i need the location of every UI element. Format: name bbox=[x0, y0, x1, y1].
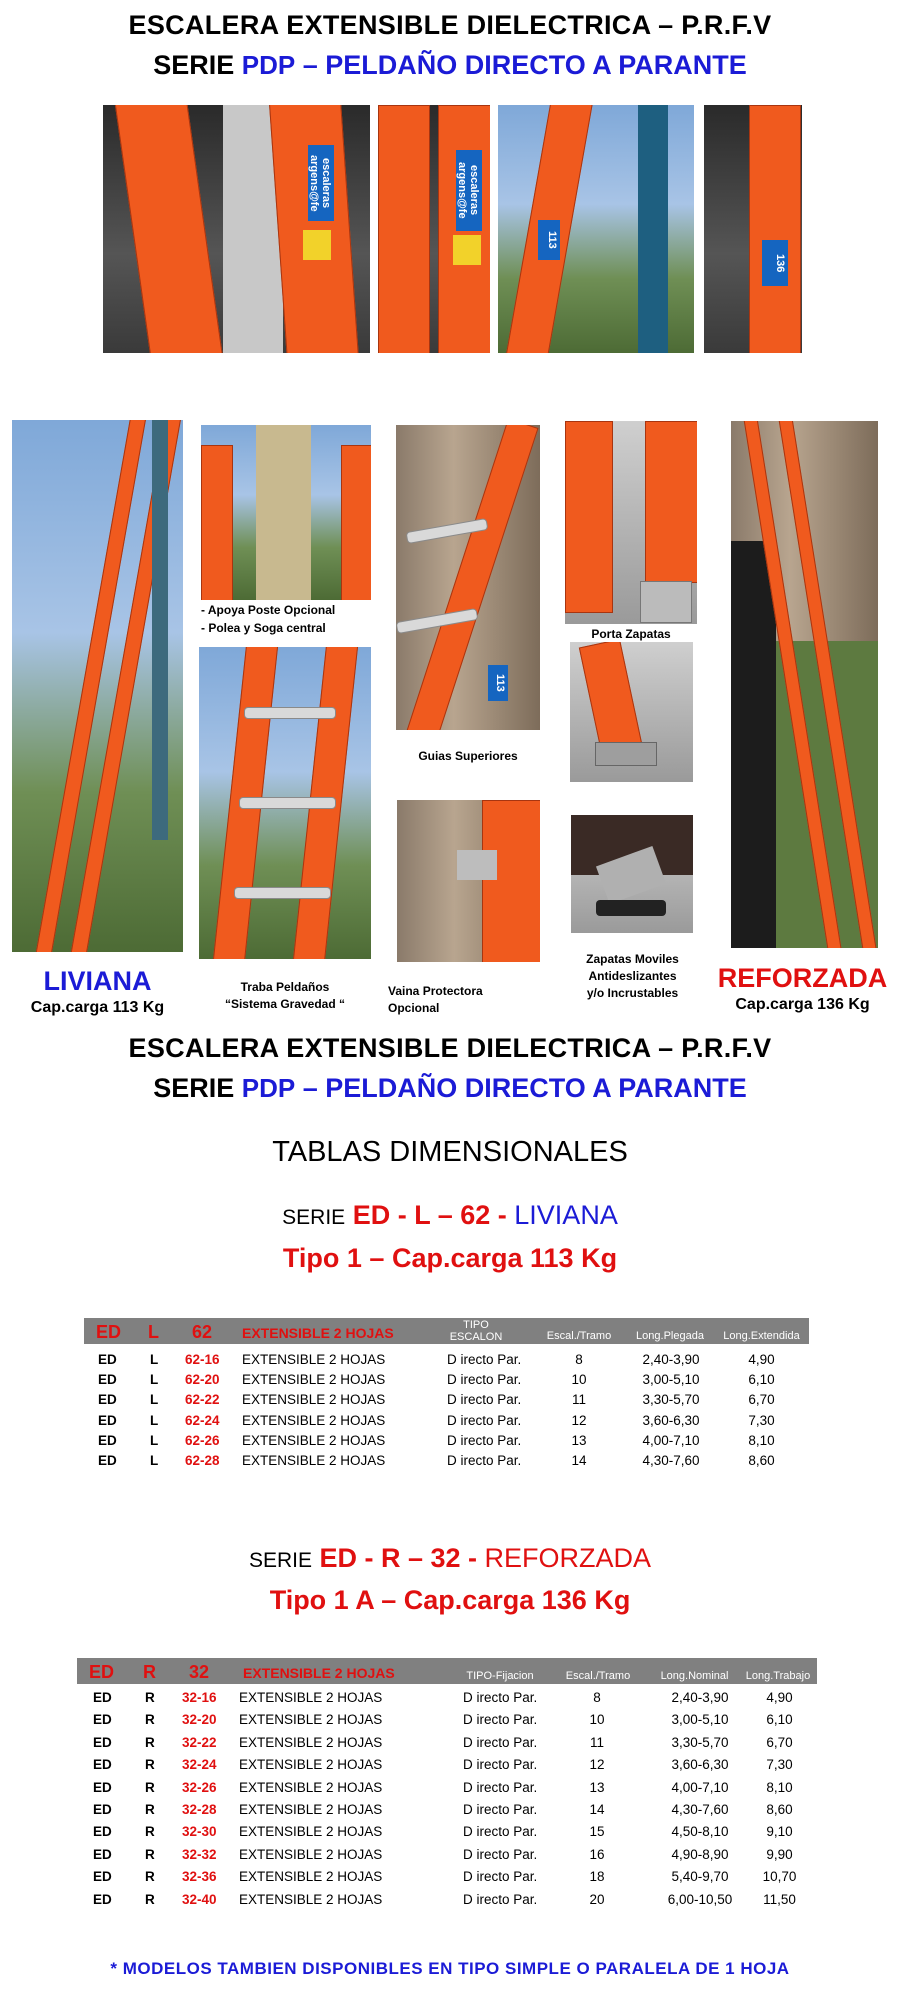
cell-tipo-letra: R bbox=[145, 1779, 155, 1795]
cell-long-nominal: 4,50-8,10 bbox=[671, 1824, 729, 1840]
cell-serie: ED bbox=[93, 1712, 112, 1728]
caption-vaina-1: Vaina Protectora bbox=[388, 984, 483, 998]
cell-descripcion: EXTENSIBLE 2 HOJAS bbox=[239, 1712, 383, 1728]
table-row bbox=[77, 1778, 817, 1798]
cell-tipo-letra: R bbox=[145, 1690, 155, 1705]
table-row bbox=[77, 1688, 817, 1708]
serie-r-name: REFORZADA bbox=[484, 1543, 652, 1573]
th-l-l: L bbox=[148, 1322, 159, 1342]
cell-escal-tramo: 10 bbox=[589, 1712, 605, 1728]
cell-modelo: 62-28 bbox=[185, 1453, 220, 1468]
cell-long-trabajo: 9,90 bbox=[766, 1846, 793, 1862]
serie-prefix-2: SERIE bbox=[153, 1073, 235, 1103]
th-l-tipo: TIPO bbox=[463, 1319, 489, 1331]
caption-traba-1: Traba Peldaños bbox=[240, 980, 330, 994]
cell-long-trabajo: 4,90 bbox=[766, 1690, 793, 1705]
cell-long-plegada: 3,60-6,30 bbox=[642, 1412, 700, 1428]
cell-long-trabajo: 7,30 bbox=[766, 1757, 793, 1773]
th-l-ed: ED bbox=[96, 1322, 122, 1342]
cell-long-trabajo: 9,10 bbox=[766, 1824, 793, 1840]
cell-modelo: 62-26 bbox=[185, 1432, 220, 1448]
photo-liviana-ladder bbox=[12, 420, 183, 952]
cell-serie: ED bbox=[93, 1802, 112, 1817]
table-row bbox=[77, 1800, 817, 1820]
th-r-ed: ED bbox=[89, 1662, 115, 1682]
cell-escal-tramo: 13 bbox=[571, 1432, 587, 1448]
cell-escalon: D irecto Par. bbox=[447, 1453, 522, 1468]
section-subtitle bbox=[0, 1073, 900, 1104]
cell-serie: ED bbox=[98, 1372, 117, 1388]
th-l-long-plegada: Long.Plegada bbox=[636, 1330, 704, 1342]
section-title: ESCALERA EXTENSIBLE DIELECTRICA – P.R.F.V bbox=[128, 1033, 772, 1063]
cell-serie: ED bbox=[98, 1412, 117, 1428]
page-title: ESCALERA EXTENSIBLE DIELECTRICA – P.R.F.V bbox=[128, 10, 772, 40]
cell-serie: ED bbox=[93, 1779, 112, 1795]
load-sticker-113: 113 bbox=[538, 220, 560, 260]
serie-l-name: LIVIANA bbox=[514, 1200, 618, 1230]
cell-tipo-letra: L bbox=[150, 1432, 159, 1448]
cell-descripcion: EXTENSIBLE 2 HOJAS bbox=[239, 1891, 383, 1907]
cell-long-extendida: 6,70 bbox=[748, 1392, 775, 1408]
table-row bbox=[77, 1822, 817, 1842]
th-r-r: R bbox=[143, 1662, 156, 1682]
cell-serie: ED bbox=[93, 1891, 112, 1907]
cell-modelo: 32-28 bbox=[182, 1802, 217, 1817]
serie-description-2: – PELDAÑO DIRECTO A PARANTE bbox=[302, 1073, 747, 1103]
cell-tipo-letra: R bbox=[145, 1891, 155, 1907]
photo-apoya-poste bbox=[201, 425, 371, 600]
cell-fijacion: D irecto Par. bbox=[463, 1712, 538, 1728]
cell-tipo-letra: L bbox=[150, 1412, 159, 1428]
cell-tipo-letra: R bbox=[145, 1757, 155, 1773]
cell-serie: ED bbox=[98, 1453, 117, 1468]
cell-escalon: D irecto Par. bbox=[447, 1412, 522, 1428]
serie-l-tipo: Tipo 1 – Cap.carga 113 Kg bbox=[282, 1243, 618, 1273]
cell-long-trabajo: 8,10 bbox=[766, 1779, 793, 1795]
th-r-long-trabajo: Long.Trabajo bbox=[745, 1670, 811, 1682]
cell-fijacion: D irecto Par. bbox=[463, 1802, 538, 1817]
photo-ladder-side bbox=[704, 105, 802, 353]
cell-fijacion: D irecto Par. bbox=[463, 1891, 538, 1907]
cell-escal-tramo: 8 bbox=[575, 1352, 583, 1367]
table-row bbox=[77, 1867, 817, 1887]
cell-tipo-letra: R bbox=[145, 1734, 155, 1750]
cell-serie: ED bbox=[93, 1824, 112, 1840]
serie-r-heading bbox=[0, 1543, 900, 1574]
cell-tipo-letra: R bbox=[145, 1869, 155, 1885]
cell-tipo-letra: R bbox=[145, 1846, 155, 1862]
dark-pole bbox=[731, 541, 776, 948]
wooden-pole bbox=[256, 425, 311, 600]
th-r-long-nominal: Long.Nominal bbox=[660, 1670, 729, 1682]
cell-modelo: 32-30 bbox=[182, 1824, 217, 1840]
photo-ladder-closeup-1 bbox=[103, 105, 370, 353]
caption-porta-zapatas: Porta Zapatas bbox=[591, 627, 671, 641]
th-r-extensible: EXTENSIBLE 2 HOJAS bbox=[243, 1665, 395, 1681]
cell-descripcion: EXTENSIBLE 2 HOJAS bbox=[242, 1453, 386, 1468]
cell-descripcion: EXTENSIBLE 2 HOJAS bbox=[242, 1352, 386, 1367]
th-r-tipo-fijacion: TIPO-Fijacion bbox=[466, 1670, 534, 1682]
cell-tipo-letra: R bbox=[145, 1712, 155, 1728]
serie-l-prefix: SERIE bbox=[282, 1206, 346, 1229]
cell-escal-tramo: 16 bbox=[589, 1846, 605, 1862]
th-r-escal-tramo: Escal./Tramo bbox=[565, 1670, 631, 1682]
load-sticker-113-b: 113 bbox=[488, 665, 508, 701]
cell-long-plegada: 3,00-5,10 bbox=[642, 1372, 700, 1388]
serie-l-heading bbox=[0, 1200, 900, 1231]
tablas-title: TABLAS DIMENSIONALES bbox=[272, 1136, 628, 1168]
cell-long-nominal: 4,00-7,10 bbox=[671, 1779, 729, 1795]
cell-tipo-letra: R bbox=[145, 1802, 155, 1817]
cell-descripcion: EXTENSIBLE 2 HOJAS bbox=[242, 1372, 386, 1388]
photo-guias-superiores bbox=[396, 425, 540, 730]
table-row bbox=[84, 1370, 824, 1390]
cell-escal-tramo: 12 bbox=[589, 1757, 605, 1773]
cell-modelo: 32-24 bbox=[182, 1757, 217, 1773]
cell-long-extendida: 7,30 bbox=[748, 1412, 775, 1428]
cell-serie: ED bbox=[93, 1690, 112, 1705]
cell-descripcion: EXTENSIBLE 2 HOJAS bbox=[239, 1846, 383, 1862]
cell-escal-tramo: 12 bbox=[571, 1412, 587, 1428]
cell-serie: ED bbox=[93, 1846, 112, 1862]
cell-fijacion: D irecto Par. bbox=[463, 1690, 538, 1705]
cell-escal-tramo: 14 bbox=[571, 1453, 587, 1468]
cell-tipo-letra: L bbox=[150, 1392, 159, 1408]
cell-escal-tramo: 15 bbox=[589, 1824, 605, 1840]
photo-zapatas-moviles bbox=[571, 815, 693, 933]
cell-modelo: 62-24 bbox=[185, 1412, 220, 1428]
table-l-header bbox=[84, 1318, 809, 1344]
brand-sticker: escaleras argens@fe bbox=[308, 145, 334, 221]
cell-long-trabajo: 10,70 bbox=[762, 1869, 797, 1885]
cell-modelo: 32-22 bbox=[182, 1734, 217, 1750]
cell-descripcion: EXTENSIBLE 2 HOJAS bbox=[242, 1412, 386, 1428]
cell-descripcion: EXTENSIBLE 2 HOJAS bbox=[242, 1392, 386, 1408]
warning-label bbox=[303, 230, 331, 260]
table-row bbox=[77, 1890, 817, 1910]
th-l-escalon: ESCALON bbox=[449, 1331, 503, 1343]
page-subtitle bbox=[0, 50, 900, 81]
cell-descripcion: EXTENSIBLE 2 HOJAS bbox=[242, 1432, 386, 1448]
cell-modelo: 62-20 bbox=[185, 1372, 220, 1388]
table-row bbox=[84, 1431, 824, 1451]
th-l-escal-tramo: Escal./Tramo bbox=[546, 1330, 612, 1342]
cell-escal-tramo: 8 bbox=[593, 1690, 601, 1705]
cell-fijacion: D irecto Par. bbox=[463, 1779, 538, 1795]
serie-code: PDP bbox=[241, 50, 296, 80]
cell-long-extendida: 8,10 bbox=[748, 1432, 775, 1448]
cell-descripcion: EXTENSIBLE 2 HOJAS bbox=[239, 1757, 383, 1773]
cell-tipo-letra: L bbox=[150, 1372, 159, 1388]
cell-tipo-letra: L bbox=[150, 1453, 159, 1468]
rubber-foot bbox=[596, 900, 666, 916]
photo-reforzada-ladder bbox=[731, 421, 878, 948]
caption-vaina-2: Opcional bbox=[388, 1001, 440, 1015]
cell-long-nominal: 3,60-6,30 bbox=[671, 1757, 729, 1773]
cell-escal-tramo: 14 bbox=[589, 1802, 605, 1817]
load-sticker-136: 136 bbox=[762, 240, 788, 286]
cell-modelo: 62-22 bbox=[185, 1392, 220, 1408]
cell-fijacion: D irecto Par. bbox=[463, 1869, 538, 1885]
cell-escalon: D irecto Par. bbox=[447, 1372, 522, 1388]
table-r-header bbox=[77, 1658, 817, 1684]
table-row bbox=[77, 1733, 817, 1753]
cell-long-trabajo: 6,10 bbox=[766, 1712, 793, 1728]
cell-modelo: 32-32 bbox=[182, 1846, 217, 1862]
cell-long-nominal: 5,40-9,70 bbox=[671, 1869, 729, 1885]
cell-long-plegada: 3,30-5,70 bbox=[642, 1392, 700, 1408]
cell-descripcion: EXTENSIBLE 2 HOJAS bbox=[239, 1690, 383, 1705]
photo-traba-peldanos bbox=[199, 647, 371, 959]
zapata-shoe bbox=[595, 742, 657, 766]
cell-long-extendida: 4,90 bbox=[748, 1352, 775, 1367]
cell-escalon: D irecto Par. bbox=[447, 1392, 522, 1408]
cell-long-nominal: 3,00-5,10 bbox=[671, 1712, 729, 1728]
caption-traba-2: “Sistema Gravedad “ bbox=[224, 997, 346, 1011]
label-reforzada: REFORZADA bbox=[717, 963, 888, 993]
cell-serie: ED bbox=[98, 1352, 117, 1367]
cell-escalon: D irecto Par. bbox=[447, 1432, 522, 1448]
serie-description: – PELDAÑO DIRECTO A PARANTE bbox=[302, 50, 747, 80]
cell-long-trabajo: 8,60 bbox=[766, 1802, 793, 1817]
photo-zapata-rail bbox=[570, 642, 693, 782]
th-l-long-extendida: Long.Extendida bbox=[723, 1330, 800, 1342]
cell-descripcion: EXTENSIBLE 2 HOJAS bbox=[239, 1802, 383, 1817]
cell-long-nominal: 3,30-5,70 bbox=[671, 1734, 729, 1750]
cell-modelo: 62-16 bbox=[185, 1352, 220, 1367]
vaina-cover bbox=[457, 850, 497, 880]
cell-long-extendida: 8,60 bbox=[748, 1453, 775, 1468]
th-r-32: 32 bbox=[189, 1662, 210, 1682]
photo-porta-zapatas bbox=[565, 421, 697, 624]
serie-prefix: SERIE bbox=[153, 50, 235, 80]
table-row bbox=[77, 1845, 817, 1865]
cell-long-nominal: 2,40-3,90 bbox=[671, 1690, 729, 1705]
caption-polea-soga: - Polea y Soga central bbox=[201, 621, 326, 635]
caption-guias: Guias Superiores bbox=[418, 749, 518, 763]
cell-long-plegada: 2,40-3,90 bbox=[642, 1352, 700, 1367]
table-row bbox=[77, 1755, 817, 1775]
cell-long-trabajo: 6,70 bbox=[766, 1734, 793, 1750]
th-l-62: 62 bbox=[192, 1322, 213, 1342]
table-row bbox=[84, 1411, 824, 1431]
caption-zapatas-1: Zapatas Moviles bbox=[586, 952, 679, 966]
footer-note: * MODELOS TAMBIEN DISPONIBLES EN TIPO SIMPLE O PARALELA DE 1 HOJA bbox=[110, 1959, 790, 1978]
cell-escal-tramo: 18 bbox=[589, 1869, 605, 1885]
cell-long-extendida: 6,10 bbox=[748, 1372, 775, 1388]
table-row bbox=[77, 1710, 817, 1730]
th-l-extensible: EXTENSIBLE 2 HOJAS bbox=[242, 1325, 394, 1341]
cell-modelo: 32-26 bbox=[182, 1779, 217, 1795]
cell-fijacion: D irecto Par. bbox=[463, 1734, 538, 1750]
cell-fijacion: D irecto Par. bbox=[463, 1846, 538, 1862]
utility-pole bbox=[638, 105, 668, 353]
cell-descripcion: EXTENSIBLE 2 HOJAS bbox=[239, 1734, 383, 1750]
cell-serie: ED bbox=[93, 1869, 112, 1885]
cell-serie: ED bbox=[93, 1734, 112, 1750]
cell-modelo: 32-16 bbox=[182, 1690, 217, 1705]
zapata-bracket bbox=[640, 581, 692, 623]
photo-vaina-protectora bbox=[397, 800, 540, 962]
cell-descripcion: EXTENSIBLE 2 HOJAS bbox=[239, 1869, 383, 1885]
cell-escal-tramo: 13 bbox=[589, 1779, 605, 1795]
table-row bbox=[84, 1350, 824, 1370]
cell-fijacion: D irecto Par. bbox=[463, 1824, 538, 1840]
utility-pole bbox=[152, 420, 168, 840]
cell-long-nominal: 6,00-10,50 bbox=[667, 1891, 733, 1907]
cell-long-trabajo: 11,50 bbox=[763, 1891, 796, 1907]
table-row bbox=[84, 1451, 824, 1471]
cell-escalon: D irecto Par. bbox=[447, 1352, 522, 1367]
serie-r-code: ED - R – 32 - bbox=[319, 1543, 478, 1573]
caption-apoya-poste: - Apoya Poste Opcional bbox=[201, 603, 336, 617]
cell-tipo-letra: L bbox=[150, 1352, 159, 1367]
label-liviana-cap: Cap.carga 113 Kg bbox=[30, 999, 165, 1016]
serie-code-2: PDP bbox=[241, 1073, 296, 1103]
cell-escal-tramo: 20 bbox=[589, 1891, 605, 1907]
serie-l-code: ED - L – 62 - bbox=[352, 1200, 507, 1230]
table-row bbox=[84, 1390, 824, 1410]
cell-escal-tramo: 11 bbox=[571, 1392, 586, 1408]
serie-r-tipo: Tipo 1 A – Cap.carga 136 Kg bbox=[269, 1585, 631, 1615]
photo-ladder-closeup-2 bbox=[378, 105, 490, 353]
cell-serie: ED bbox=[98, 1432, 117, 1448]
cell-long-nominal: 4,90-8,90 bbox=[671, 1846, 729, 1862]
cell-modelo: 32-36 bbox=[182, 1869, 217, 1885]
cell-escal-tramo: 10 bbox=[571, 1372, 587, 1388]
cell-modelo: 32-40 bbox=[182, 1891, 217, 1907]
label-liviana: LIVIANA bbox=[43, 966, 152, 996]
cell-serie: ED bbox=[93, 1757, 112, 1773]
cell-fijacion: D irecto Par. bbox=[463, 1757, 538, 1773]
cell-descripcion: EXTENSIBLE 2 HOJAS bbox=[239, 1824, 383, 1840]
caption-zapatas-3: y/o Incrustables bbox=[586, 986, 679, 1000]
photo-ladder-pole bbox=[498, 105, 694, 353]
cell-modelo: 32-20 bbox=[182, 1712, 217, 1728]
cell-serie: ED bbox=[98, 1392, 117, 1408]
cell-long-plegada: 4,30-7,60 bbox=[642, 1453, 700, 1468]
cell-long-nominal: 4,30-7,60 bbox=[671, 1802, 729, 1817]
warning-label-2 bbox=[453, 235, 481, 265]
caption-zapatas-2: Antideslizantes bbox=[588, 969, 677, 983]
label-reforzada-cap: Cap.carga 136 Kg bbox=[735, 996, 870, 1013]
serie-r-prefix: SERIE bbox=[248, 1549, 312, 1572]
brand-sticker-2: escaleras argens@fe bbox=[456, 150, 482, 231]
cell-tipo-letra: R bbox=[145, 1824, 155, 1840]
cell-descripcion: EXTENSIBLE 2 HOJAS bbox=[239, 1779, 383, 1795]
cell-long-plegada: 4,00-7,10 bbox=[642, 1432, 700, 1448]
cell-escal-tramo: 11 bbox=[589, 1734, 604, 1750]
